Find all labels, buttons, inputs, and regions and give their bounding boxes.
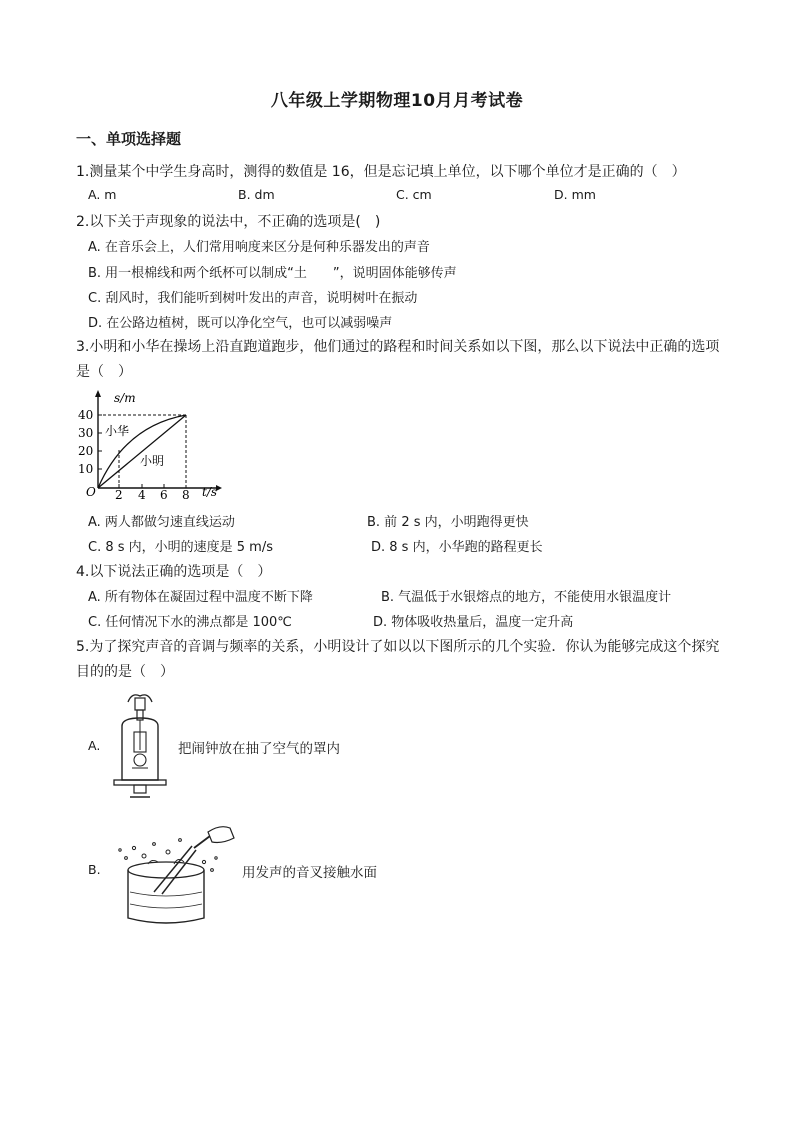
distance-time-graph <box>70 388 230 500</box>
q3-option-b: B. 前 2 s 内，小明跑得更快 <box>367 515 529 530</box>
question-2-stem: 2.以下关于声现象的说法中，不正确的选项是( ) <box>76 214 381 230</box>
q3-option-a: A. 两人都做匀速直线运动 <box>88 515 235 530</box>
q2-option-d: D. 在公路边植树，既可以净化空气，也可以减弱噪声 <box>88 316 393 331</box>
q5-option-a-letter: A. <box>88 738 101 753</box>
x-axis-label: t/s <box>202 485 218 499</box>
q1-option-d: D. mm <box>554 187 596 202</box>
section-heading: 一、单项选择题 <box>76 130 182 148</box>
x-tick-2: 2 <box>115 488 123 500</box>
q5-option-b-caption: 用发声的音叉接触水面 <box>242 865 377 881</box>
q2-option-c: C. 刮风时，我们能听到树叶发出的声音，说明树叶在振动 <box>88 291 418 306</box>
q4-option-b: B. 气温低于水银熔点的地方，不能使用水银温度计 <box>381 590 672 605</box>
y-axis-arrow-icon <box>95 390 101 397</box>
y-tick-40: 40 <box>78 408 94 422</box>
question-1-stem: 1.测量某个中学生身高时，测得的数值是 16，但是忘记填上单位，以下哪个单位才是正确的（ ） <box>76 164 686 180</box>
y-axis-label: s/m <box>114 391 136 405</box>
q4-option-d: D. 物体吸收热量后，温度一定升高 <box>373 615 574 630</box>
tuning-fork-illustration <box>104 818 238 930</box>
x-tick-4: 4 <box>138 488 146 500</box>
page-title: 八年级上学期物理10月月考试卷 <box>270 91 524 111</box>
label-xiaohua: 小华 <box>105 424 130 438</box>
question-5-stem-line1: 5.为了探究声音的音调与频率的关系，小明设计了如以以下图所示的几个实验．你认为能够完成这个探究 <box>76 639 720 655</box>
question-3-stem-line2: 是（ ） <box>76 364 132 380</box>
label-xiaoming: 小明 <box>140 454 165 468</box>
q1-option-a: A. m <box>88 187 117 202</box>
bell-jar-illustration <box>108 688 170 804</box>
q3-option-d: D. 8 s 内，小华跑的路程更长 <box>371 540 543 555</box>
question-4-stem: 4.以下说法正确的选项是（ ） <box>76 564 272 580</box>
q3-option-c: C. 8 s 内，小明的速度是 5 m/s <box>88 540 274 555</box>
x-tick-6: 6 <box>160 488 168 500</box>
x-tick-8: 8 <box>182 488 190 500</box>
question-5-stem-line2: 目的的是（ ） <box>76 664 174 680</box>
q2-option-b: B. 用一根棉线和两个纸杯可以制成“土 ”，说明固体能够传声 <box>88 266 457 281</box>
question-3-stem-line1: 3.小明和小华在操场上沿直跑道跑步，他们通过的路程和时间关系如以下图，那么以下说法中正确的选项 <box>76 339 720 355</box>
y-tick-30: 30 <box>78 426 94 440</box>
q1-option-b: B. dm <box>238 187 275 202</box>
origin-label: O <box>86 485 96 499</box>
y-tick-10: 10 <box>78 462 94 476</box>
q4-option-a: A. 所有物体在凝固过程中温度不断下降 <box>88 590 313 605</box>
y-tick-20: 20 <box>78 444 94 458</box>
q5-option-a-caption: 把闹钟放在抽了空气的罩内 <box>178 741 340 757</box>
q1-option-c: C. cm <box>396 187 432 202</box>
q4-option-c: C. 任何情况下水的沸点都是 100℃ <box>88 615 292 630</box>
q2-option-a: A. 在音乐会上，人们常用响度来区分是何种乐器发出的声音 <box>88 240 430 255</box>
q5-option-b-letter: B. <box>88 862 101 877</box>
